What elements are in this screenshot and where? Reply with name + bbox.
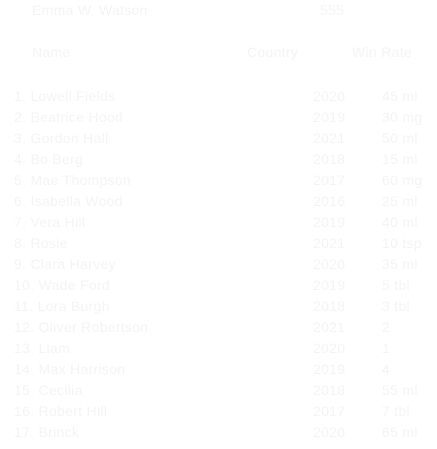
row-value: 15 ml [382,151,418,167]
row-value: 50 ml [382,130,418,146]
table-row [0,109,437,130]
table-row [0,130,437,151]
row-value: 3 tbl [382,298,410,314]
row-name: 16. Robert Hill [14,403,108,419]
column-header-country: Country [247,44,299,60]
table-row [0,235,437,256]
table-row [0,172,437,193]
row-value: 10 tsp [382,235,422,251]
row-year: 2019 [313,277,346,293]
table-row [0,361,437,382]
row-name: 9. Clara Harvey [14,256,116,272]
row-name: 10. Wade Ford [14,277,110,293]
table-row [0,151,437,172]
row-year: 2021 [313,235,346,251]
row-name: 13. Liam [14,340,71,356]
row-year: 2018 [313,298,346,314]
row-name: 15. Cecilia [14,382,83,398]
table-body [0,88,437,445]
row-year: 2016 [313,193,346,209]
row-year: 2021 [313,319,346,335]
row-value: 30 mg [382,109,423,125]
row-name: 7. Vera Hill [14,214,86,230]
row-year: 2019 [313,361,346,377]
table-row [0,88,437,109]
row-year: 2020 [313,88,346,104]
table-row [0,298,437,319]
table-row [0,403,437,424]
row-name: 3. Gordon Hall [14,130,109,146]
row-name: 8. Rosie [14,235,68,251]
row-name: 17. Brinck [14,424,80,440]
table-row [0,319,437,340]
row-name: 6. Isabella Wood [14,193,123,209]
row-value: 1 [382,340,391,356]
row-value: 40 ml [382,214,418,230]
row-year: 2017 [313,172,346,188]
row-value: 45 ml [382,88,418,104]
table-row [0,277,437,298]
row-name: 2. Beatrice Hood [14,109,124,125]
column-header-win-rate: Win Rate [352,44,412,60]
row-year: 2019 [313,109,346,125]
table-row [0,214,437,235]
row-year: 2017 [313,403,346,419]
table-row [0,340,437,361]
row-year: 2019 [313,214,346,230]
table-row [0,193,437,214]
row-year: 2021 [313,130,346,146]
top-line-right-text: 555 [320,2,345,18]
top-line-left-text: Emma W. Watson [32,2,148,18]
row-value: 25 ml [382,193,418,209]
column-header-name: Name [32,44,71,60]
top-line [0,2,437,22]
row-value: 60 mg [382,172,423,188]
row-name: 14. Max Harrison [14,361,126,377]
row-year: 2020 [313,424,346,440]
row-year: 2018 [313,151,346,167]
row-value: 5 tbl [382,277,410,293]
row-value: 55 ml [382,382,418,398]
row-value: 2 [382,319,391,335]
row-value: 35 ml [382,256,418,272]
table-row [0,382,437,403]
row-name: 11. Lora Burgh [14,298,110,314]
row-value: 65 ml [382,424,418,440]
table-header [0,44,437,64]
row-name: 12. Oliver Robertson [14,319,149,335]
row-year: 2020 [313,256,346,272]
row-name: 4. Bo Berg [14,151,84,167]
row-name: 1. Lowell Fields [14,88,116,104]
row-value: 7 tbl [382,403,410,419]
row-value: 4 [382,361,391,377]
table-row [0,424,437,445]
row-name: 5. Mae Thompson [14,172,132,188]
row-year: 2018 [313,382,346,398]
table-row [0,256,437,277]
row-year: 2020 [313,340,346,356]
